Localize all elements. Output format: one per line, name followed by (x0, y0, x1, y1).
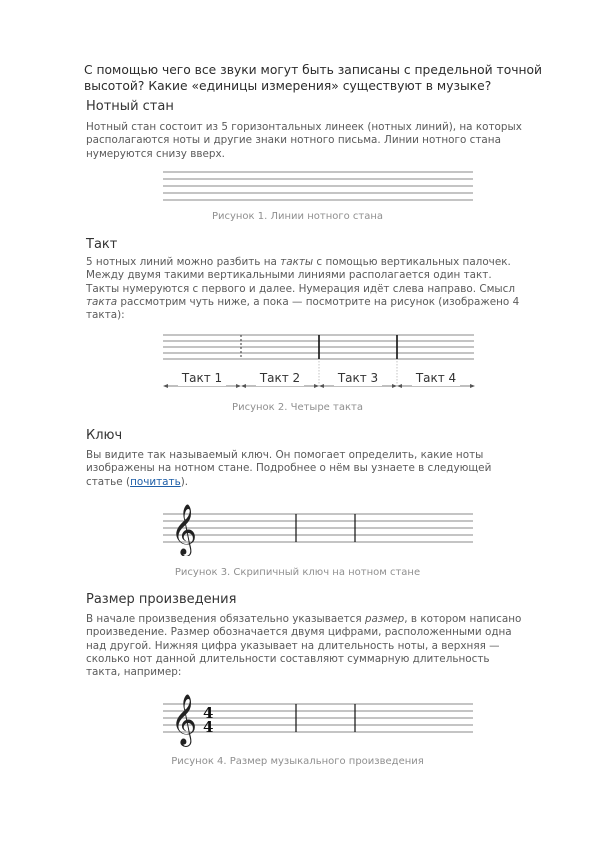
time-signature-bottom: 4 (203, 718, 214, 736)
treble-clef-icon: 𝄞 (171, 504, 198, 555)
paragraph-clef: Вы видите так называемый ключ. Он помогает определить, какие ноты изображены на нотном стане. Подробнее о нём вы узнаете в следующей статье (почитать). (86, 449, 492, 488)
paragraph-measure: 5 нотных линий можно разбить на такты с помощью вертикальных палочек. Между двумя такими вертикальными линиями располагается один такт. Такты нумеруются с первого и далее. Нумерация идёт слева направо. Смысл такта рассмотрим чуть ниже, а пока — посмотрите на рисунок (изображено 4 такта): (86, 256, 520, 322)
figure-treble-clef (163, 500, 475, 556)
heading-clef: Ключ (86, 428, 123, 443)
heading-time-signature: Размер произведения (86, 592, 237, 607)
figure-time-signature (163, 692, 475, 748)
paragraph-staff: Нотный стан состоит из 5 горизонтальных линеек (нотных линий), на которых располагаются ноты и другие знаки нотного письма. Линии нотного стана нумеруются снизу вверх. (86, 121, 522, 160)
intro-question: С помощью чего все звуки могут быть записаны с предельной точной высотой? Какие «единицы измерения» существуют в музыке? (84, 63, 543, 93)
figure-staff-lines (163, 170, 475, 204)
treble-clef-icon: 𝄞 (171, 694, 198, 745)
time-signature-top: 4 (203, 704, 214, 722)
heading-staff: Нотный стан (86, 99, 174, 114)
measure-label-4: Такт 4 (415, 371, 457, 385)
read-more-link[interactable]: почитать (130, 475, 181, 488)
caption-figure-1: Рисунок 1. Линии нотного стана (211, 211, 384, 222)
figure-four-measures (160, 331, 478, 393)
measure-label-2: Такт 2 (259, 371, 301, 385)
caption-figure-3: Рисунок 3. Скрипичный ключ на нотном стане (174, 567, 421, 578)
paragraph-time-signature: В начале произведения обязательно указывается размер, в котором написано произведение. Размер обозначается двумя цифрами, расположенными одна над другой. Нижняя цифра указывает на длительность ноты, а верхняя — сколько нот данной длительности составляют суммарную длительность такта, например: (86, 613, 522, 679)
measure-label-3: Такт 3 (337, 371, 379, 385)
caption-figure-4: Рисунок 4. Размер музыкального произведения (171, 756, 424, 767)
caption-figure-2: Рисунок 2. Четыре такта (232, 402, 363, 413)
heading-measure: Такт (86, 237, 118, 252)
measure-label-1: Такт 1 (181, 371, 223, 385)
